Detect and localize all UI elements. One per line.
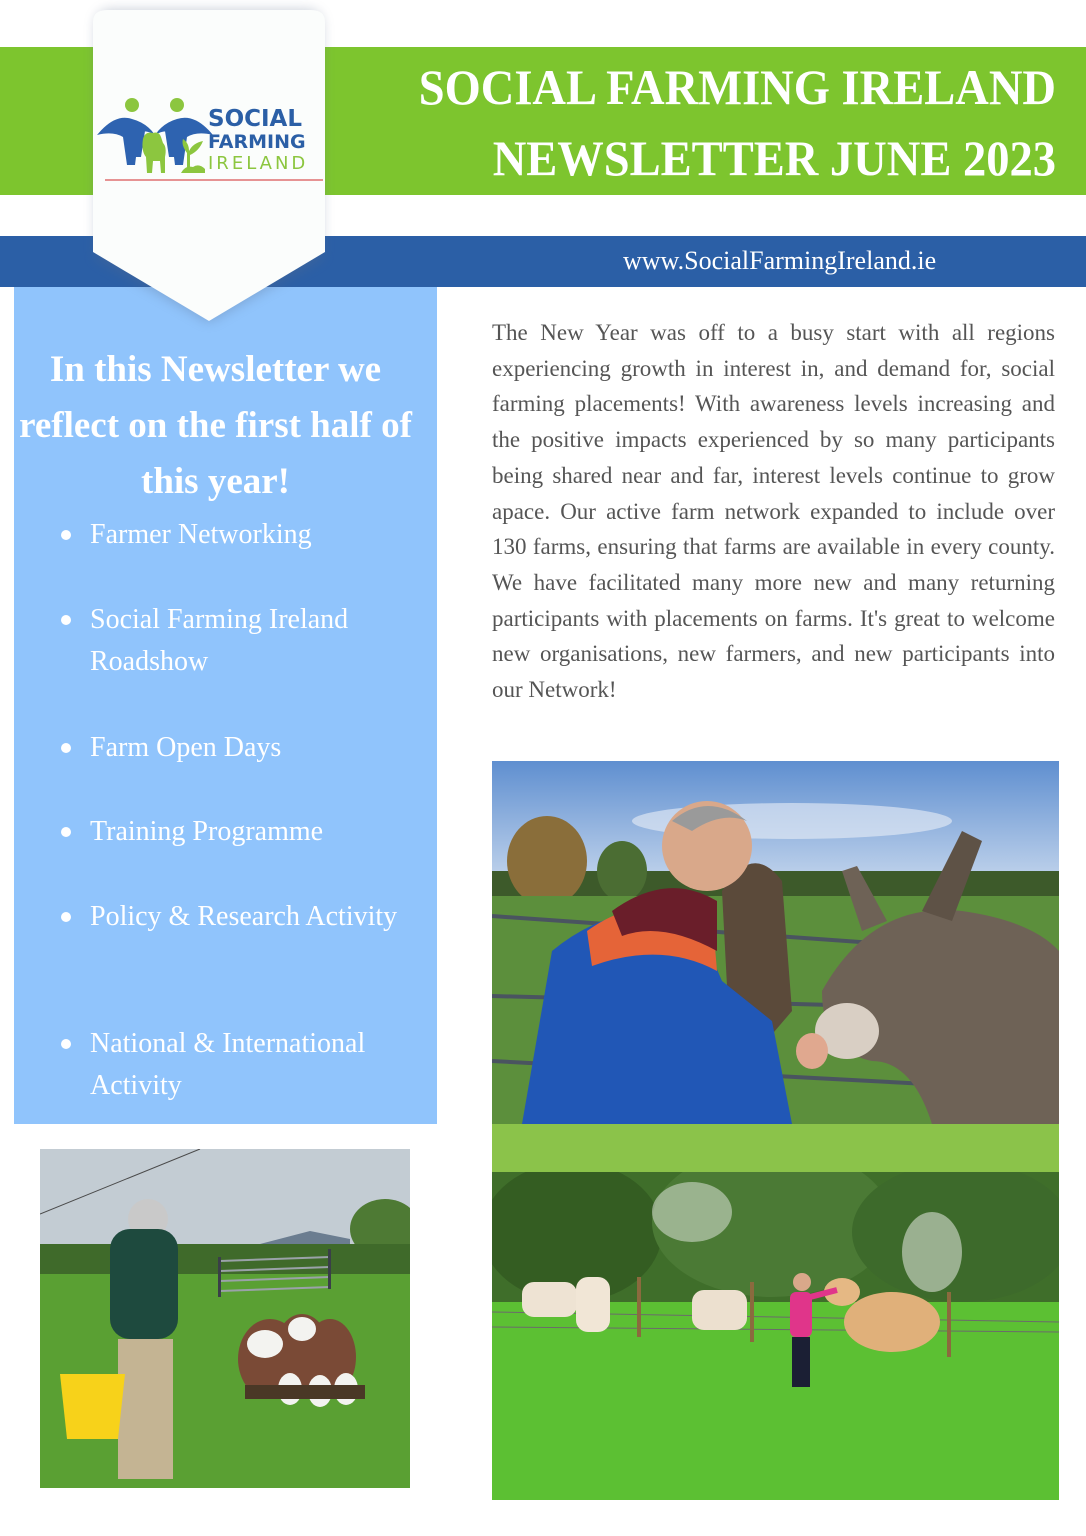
title-line-2: NEWSLETTER JUNE 2023 xyxy=(492,130,1057,186)
people-cow-plant-logo-icon xyxy=(95,95,325,185)
topic-farmer-networking: Farmer Networking xyxy=(90,519,312,550)
svg-text:SOCIAL: SOCIAL xyxy=(208,106,303,132)
bullet-icon xyxy=(61,827,71,837)
man-feeding-donkeys-photo xyxy=(492,761,1059,1124)
bullet-icon xyxy=(61,530,71,540)
topic-national-international: National & International Activity xyxy=(90,1028,366,1101)
woman-petting-cattle-photo xyxy=(492,1172,1059,1500)
topic-policy-research: Policy & Research Activity xyxy=(90,901,398,932)
title-line-1: SOCIAL FARMING IRELAND xyxy=(418,59,1056,115)
svg-text:FARMING: FARMING xyxy=(208,131,306,153)
newsletter-title xyxy=(368,52,1056,194)
bullet-icon xyxy=(61,743,71,753)
website-link[interactable]: www.SocialFarmingIreland.ie xyxy=(623,246,937,275)
topic-farm-open-days: Farm Open Days xyxy=(90,732,282,763)
contents-heading: In this Newsletter we reflect on the first half of this year! xyxy=(19,349,412,502)
farmer-with-calves-photo xyxy=(40,1149,410,1488)
topic-training-programme: Training Programme xyxy=(90,816,324,847)
bullet-icon xyxy=(61,1039,71,1049)
bullet-icon xyxy=(61,615,71,625)
social-farming-ireland-logo xyxy=(95,95,325,185)
bullet-icon xyxy=(61,912,71,922)
topic-roadshow: Social Farming Ireland Roadshow xyxy=(90,604,349,677)
article-body: The New Year was off to a busy start with all regions experiencing growth in interest in, and demand for, social farming placements! With awareness levels increasing and the positive impacts experienced by so many participants being shared near and far, interest levels continue to grow apace. Our active farm network expanded to include over 130 farms, ensuring that farms are available in every county. We have facilitated many more new and many returning participants with placements on farms. It's great to welcome new organisations, new farmers, and new participants into our Network! xyxy=(492,320,1055,703)
green-divider-strip xyxy=(492,1124,1059,1172)
svg-text:IRELAND: IRELAND xyxy=(208,153,309,174)
